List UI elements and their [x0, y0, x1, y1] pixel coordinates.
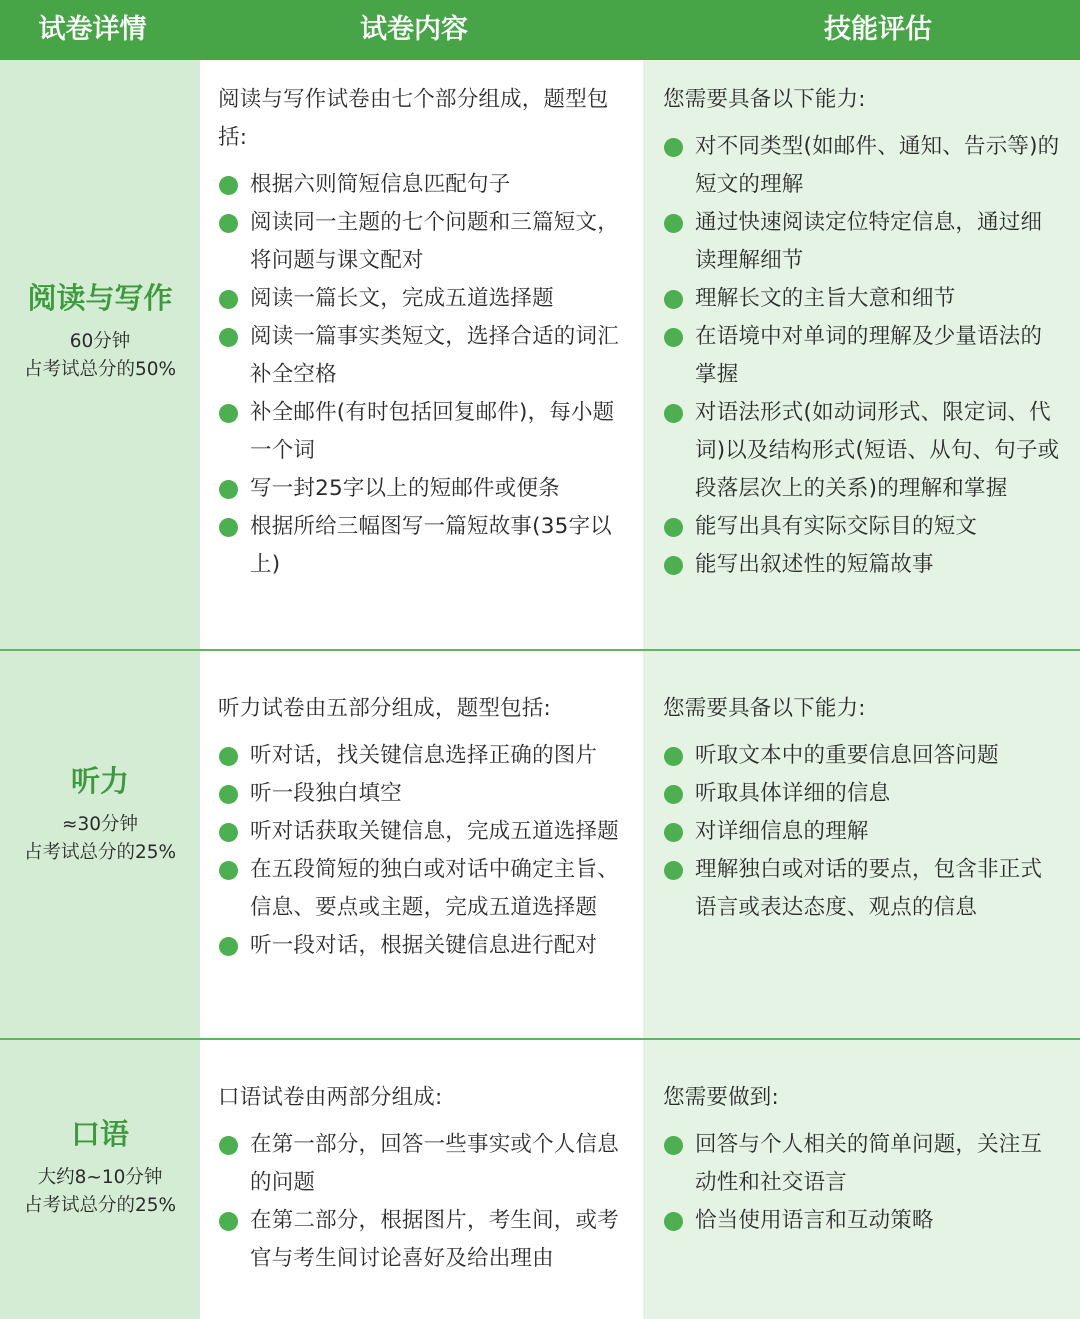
skills-list: [663, 737, 1063, 927]
section-duration: 60分钟: [69, 331, 131, 352]
speaking-content: [218, 1079, 630, 1278]
list-item: 听对话获取关键信息，完成五道选择题: [218, 813, 630, 851]
skills-intro: 您需要做到:: [663, 1085, 779, 1110]
bullet-icon: [219, 404, 238, 423]
reading-writing-content: [218, 81, 630, 584]
bullet-icon: [664, 290, 683, 309]
list-item: 听一段独白填空: [218, 775, 630, 813]
bullet-icon: [664, 1212, 683, 1231]
bullet-icon: [219, 823, 238, 842]
bullet-icon: [664, 785, 683, 804]
list-item: 阅读一篇长文，完成五道选择题: [218, 280, 630, 318]
content-list: [218, 1126, 630, 1278]
skills-intro: 您需要具备以下能力:: [663, 696, 866, 721]
bullet-icon: [219, 214, 238, 233]
bullet-icon: [219, 176, 238, 195]
list-item: 阅读一篇事实类短文，选择合适的词汇补全空格: [218, 318, 630, 394]
list-item: 听取具体详细的信息: [663, 775, 1063, 813]
skills-list: [663, 1126, 1063, 1240]
content-list: [218, 166, 630, 584]
bullet-icon: [664, 747, 683, 766]
bullet-icon: [219, 861, 238, 880]
section-title: 阅读与写作: [27, 281, 173, 315]
list-item: 通过快速阅读定位特定信息，通过细读理解细节: [663, 204, 1063, 280]
section-title: 听力: [70, 764, 129, 798]
skills-intro: 您需要具备以下能力:: [663, 87, 866, 112]
bullet-icon: [664, 861, 683, 880]
list-item: 对详细信息的理解: [663, 813, 1063, 851]
list-item: 能写出叙述性的短篇故事: [663, 546, 1063, 584]
bullet-icon: [219, 480, 238, 499]
section-duration: 大约8~10分钟: [37, 1167, 163, 1188]
bullet-icon: [219, 290, 238, 309]
bullet-icon: [664, 518, 683, 537]
bullet-icon: [219, 1136, 238, 1155]
listening-content: [218, 690, 630, 965]
section-weight: 占考试总分的25%: [23, 1195, 177, 1216]
skills-list: [663, 128, 1063, 584]
bullet-icon: [219, 1212, 238, 1231]
list-item: 在五段简短的独白或对话中确定主旨、信息、要点或主题，完成五道选择题: [218, 851, 630, 927]
bullet-icon: [219, 937, 238, 956]
section-weight: 占考试总分的50%: [23, 359, 177, 380]
listening-skills: [663, 690, 1063, 927]
list-item: 补全邮件(有时包括回复邮件)，每小题一个词: [218, 394, 630, 470]
bullet-icon: [664, 823, 683, 842]
list-item: 恰当使用语言和互动策略: [663, 1202, 1063, 1240]
speaking-details: [0, 1116, 200, 1220]
list-item: 写一封25字以上的短邮件或便条: [218, 470, 630, 508]
section-duration: ≈30分钟: [61, 814, 139, 835]
bullet-icon: [664, 138, 683, 157]
reading-writing-skills: [663, 81, 1063, 584]
list-item: 听一段对话，根据关键信息进行配对: [218, 927, 630, 965]
list-item: 在语境中对单词的理解及少量语法的掌握: [663, 318, 1063, 394]
bullet-icon: [219, 328, 238, 347]
list-item: 阅读同一主题的七个问题和三篇短文，将问题与课文配对: [218, 204, 630, 280]
bullet-icon: [664, 404, 683, 423]
list-item: 根据所给三幅图写一篇短故事(35字以上): [218, 508, 630, 584]
list-item: 听取文本中的重要信息回答问题: [663, 737, 1063, 775]
speaking-skills: [663, 1079, 1063, 1240]
listening-details: [0, 763, 200, 867]
header-exam-content: 试卷内容: [360, 14, 468, 45]
list-item: 在第一部分，回答一些事实或个人信息的问题: [218, 1126, 630, 1202]
bullet-icon: [664, 328, 683, 347]
list-item: 听对话，找关键信息选择正确的图片: [218, 737, 630, 775]
list-item: 对语法形式(如动词形式、限定词、代词)以及结构形式(短语、从句、句子或段落层次上的关系)的理解和掌握: [663, 394, 1063, 508]
bullet-icon: [664, 214, 683, 233]
list-item: 在第二部分，根据图片，考生间，或考官与考生间讨论喜好及给出理由: [218, 1202, 630, 1278]
content-intro: 听力试卷由五部分组成，题型包括:: [218, 696, 551, 721]
bullet-icon: [664, 1136, 683, 1155]
list-item: 理解独白或对话的要点，包含非正式语言或表达态度、观点的信息: [663, 851, 1063, 927]
content-intro: 口语试卷由两部分组成:: [218, 1085, 443, 1110]
reading-writing-details: [0, 280, 200, 384]
section-weight: 占考试总分的25%: [23, 842, 177, 863]
header-exam-details: 试卷详情: [38, 14, 147, 45]
bullet-icon: [219, 747, 238, 766]
list-item: 根据六则简短信息匹配句子: [218, 166, 630, 204]
list-item: 对不同类型(如邮件、通知、告示等)的短文的理解: [663, 128, 1063, 204]
header-skill-assessment: 技能评估: [824, 14, 932, 45]
table-header: [0, 0, 1080, 60]
list-item: 能写出具有实际交际目的短文: [663, 508, 1063, 546]
content-list: [218, 737, 630, 965]
list-item: 回答与个人相关的简单问题，关注互动性和社交语言: [663, 1126, 1063, 1202]
bullet-icon: [219, 518, 238, 537]
list-item: 理解长文的主旨大意和细节: [663, 280, 1063, 318]
bullet-icon: [219, 785, 238, 804]
section-title: 口语: [70, 1117, 129, 1151]
content-intro: 阅读与写作试卷由七个部分组成，题型包括:: [218, 87, 609, 150]
bullet-icon: [664, 556, 683, 575]
